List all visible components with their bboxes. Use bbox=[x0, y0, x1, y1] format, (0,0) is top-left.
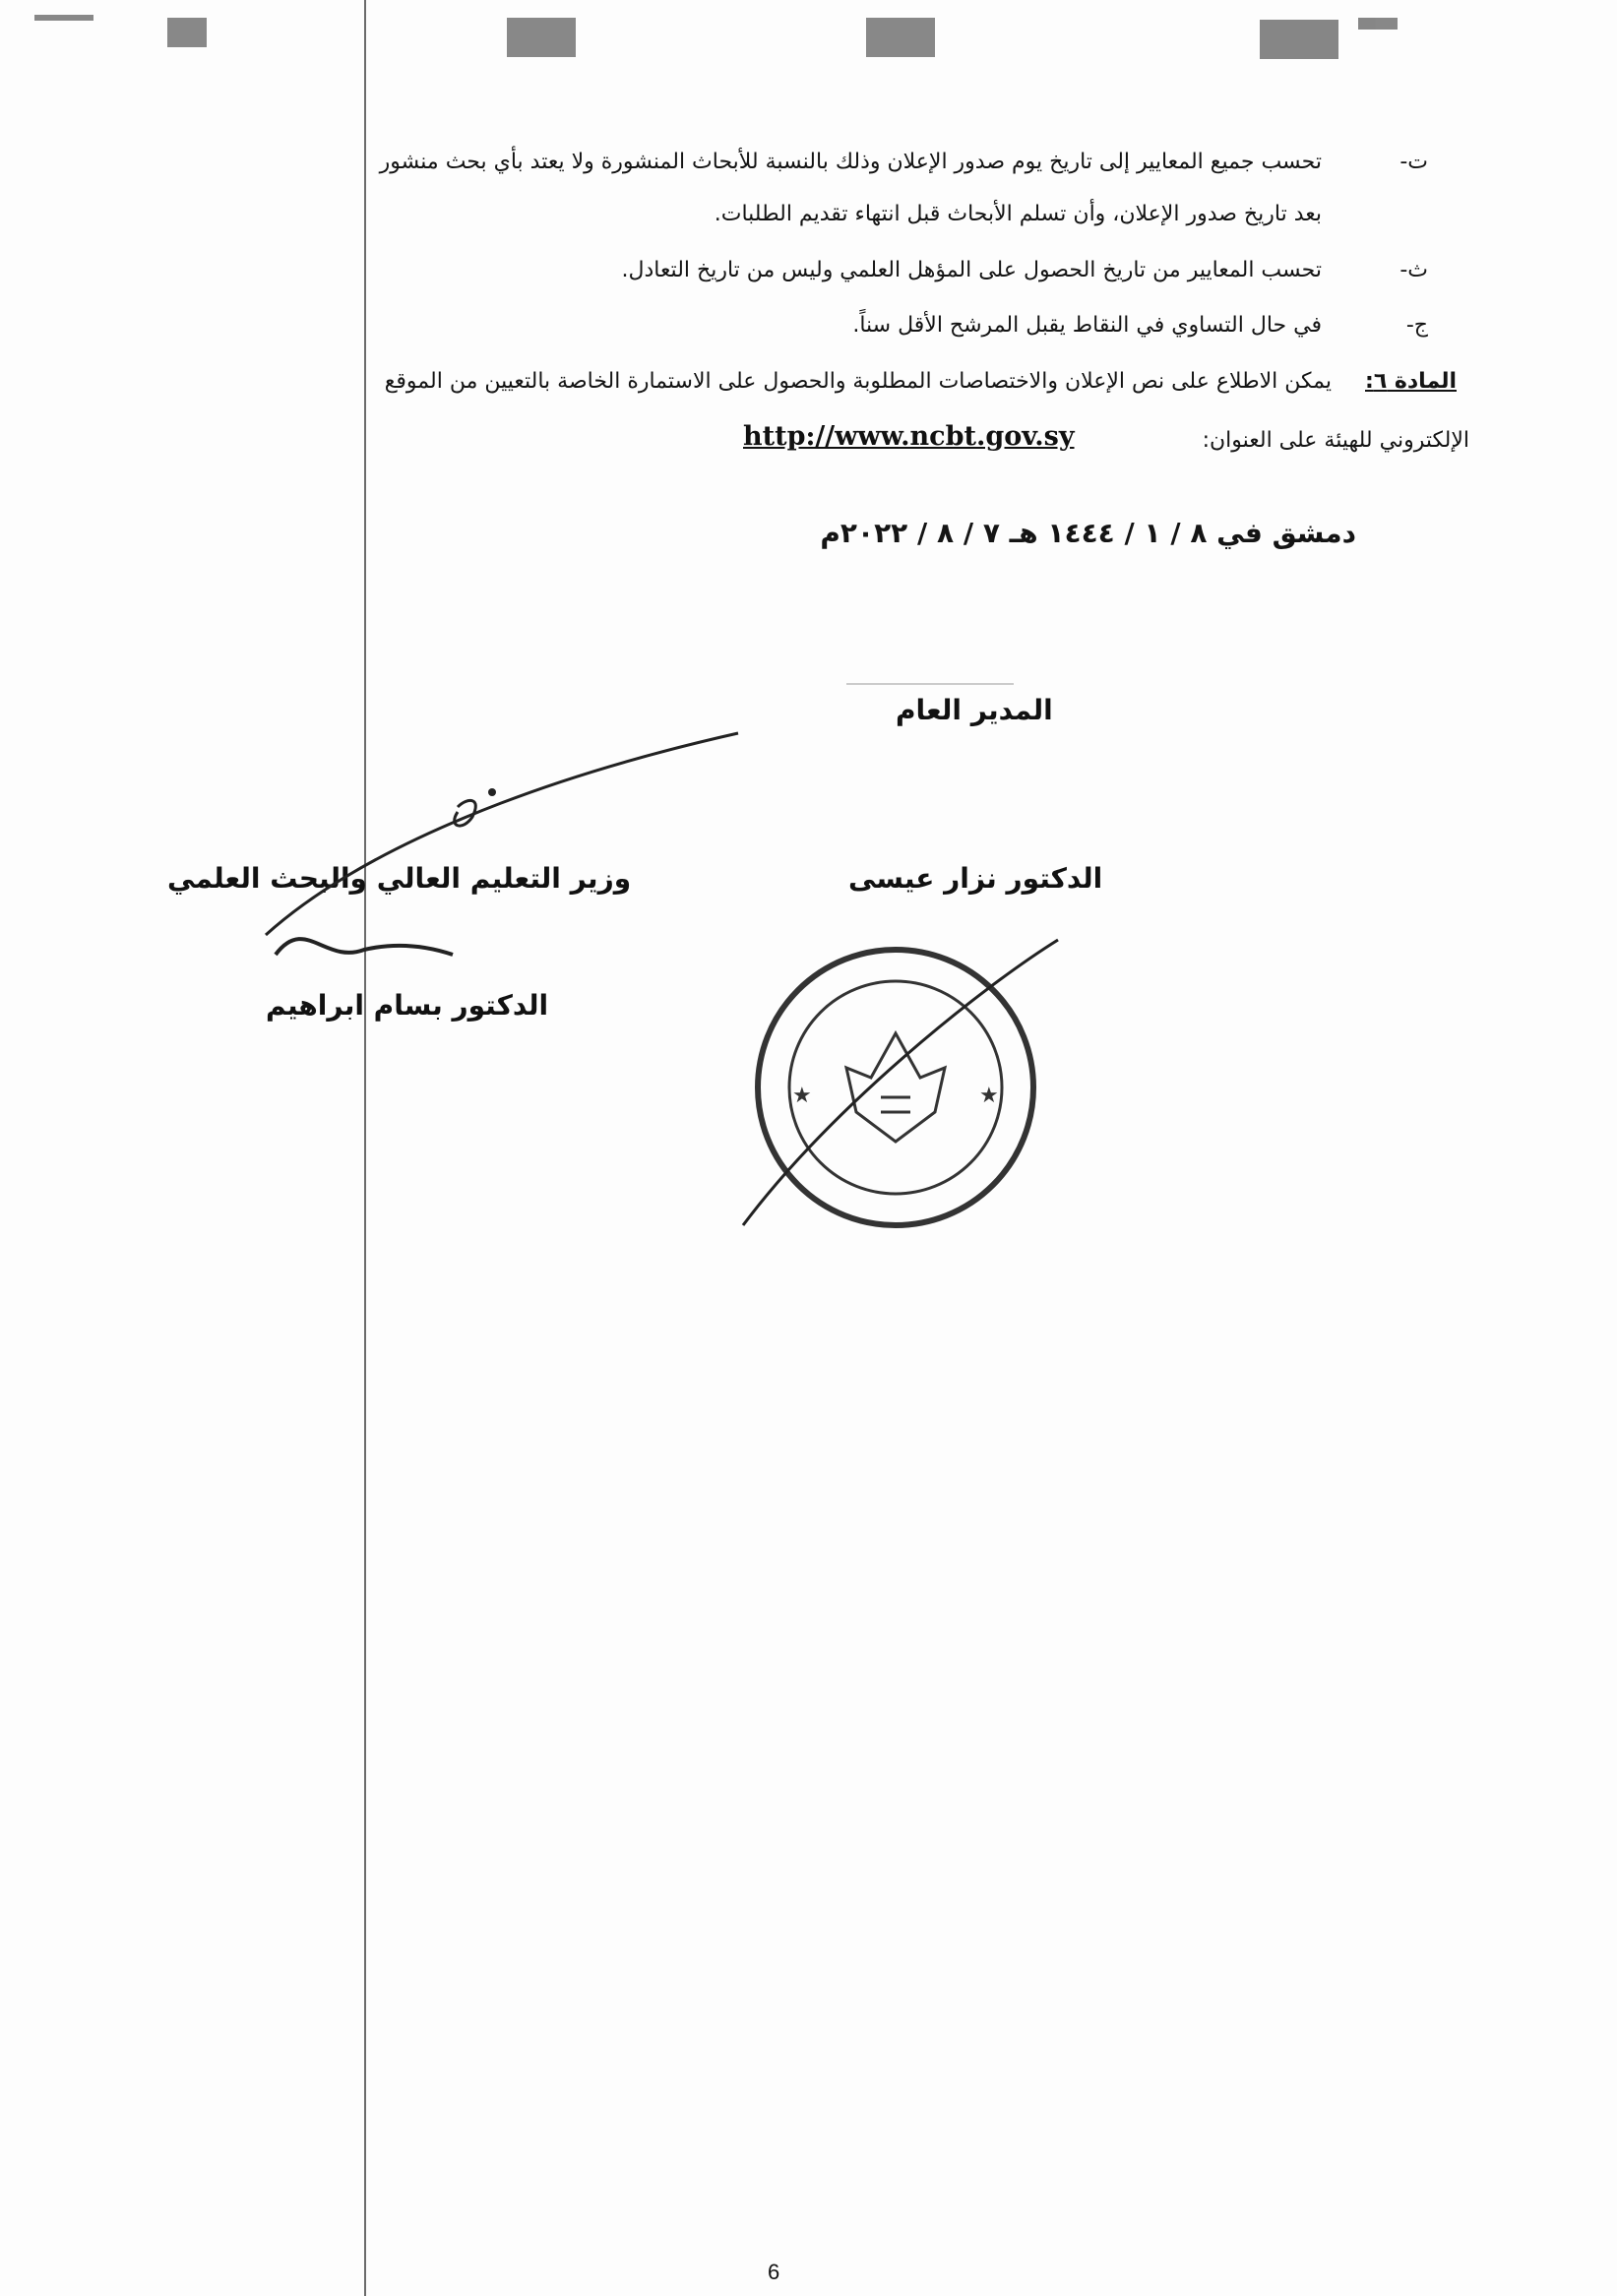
svg-text:★: ★ bbox=[979, 1084, 999, 1108]
svg-text:★: ★ bbox=[792, 1084, 812, 1108]
item-c-text: تحسب المعايير من تاريخ الحصول على المؤهل العلمي وليس من تاريخ التعادل. bbox=[621, 258, 1322, 282]
item-d-marker: ج- bbox=[1405, 313, 1428, 338]
item-b-line1: تحسب جميع المعايير إلى تاريخ يوم صدور الإعلان وذلك بالنسبة للأبحاث المنشورة ولا يعتد بأي بحث منشور bbox=[379, 150, 1322, 174]
page-number: 6 bbox=[768, 2260, 780, 2284]
item-c-marker: ث- bbox=[1399, 258, 1428, 282]
minister-title: وزير التعليم العالي والبحث العلمي bbox=[167, 862, 632, 895]
article6-url[interactable]: http://www.ncbt.gov.sy bbox=[743, 421, 1075, 452]
article6-label: المادة ٦: bbox=[1365, 369, 1457, 394]
director-title: المدير العام bbox=[896, 694, 1053, 726]
item-b-marker: ت- bbox=[1399, 150, 1428, 174]
item-b-line2: بعد تاريخ صدور الإعلان، وأن تسلم الأبحاث قبل انتهاء تقديم الطلبات. bbox=[714, 202, 1322, 226]
article6-line1: يمكن الاطلاع على نص الإعلان والاختصاصات المطلوبة والحصول على الاستمارة الخاصة بالتعيين من الموقع bbox=[384, 369, 1332, 394]
director-name: الدكتور نزار عيسى bbox=[848, 862, 1103, 895]
date-line: دمشق في ٨ / ١ / ١٤٤٤ هـ ٧ / ٨ / ٢٠٢٢م bbox=[820, 517, 1356, 549]
scan-vertical-rule bbox=[364, 0, 366, 2296]
item-d-text: في حال التساوي في النقاط يقبل المرشح الأقل سناً. bbox=[852, 313, 1322, 338]
scan-header-marks bbox=[0, 0, 1617, 59]
dash-rule bbox=[846, 683, 1014, 685]
article6-line2: الإلكتروني للهيئة على العنوان: bbox=[1202, 428, 1469, 453]
minister-name: الدكتور بسام ابراهيم bbox=[266, 989, 549, 1022]
minister-signature bbox=[246, 718, 797, 1014]
